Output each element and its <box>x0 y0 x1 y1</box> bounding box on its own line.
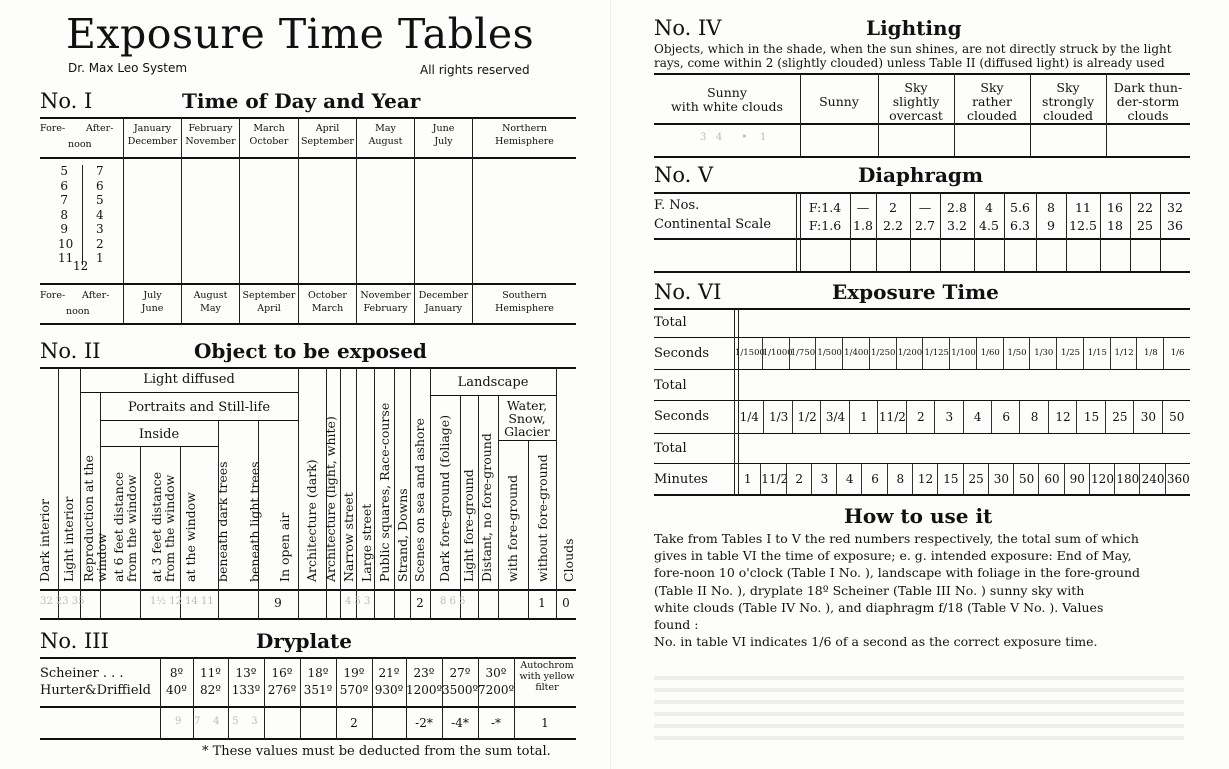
time-cell: 8 <box>887 464 913 494</box>
cont: 2.2 <box>883 218 903 233</box>
col-light-interior: Light interior <box>61 496 76 582</box>
scheiner-val: 18º <box>307 666 329 680</box>
portraits-label: Portraits and Still-life <box>127 400 271 415</box>
light-h3c: overcast <box>889 108 943 123</box>
val-without-fg: 1 <box>538 596 546 610</box>
time-cell: 25 <box>963 464 989 494</box>
dryplate-value: 2 <box>350 716 358 730</box>
col-narrow-street: Narrow street <box>341 492 356 582</box>
fnos-label: F. Nos. <box>654 198 700 213</box>
col-dark-interior: Dark interior <box>37 499 52 582</box>
north-b: Hemisphere <box>495 136 554 147</box>
time-cell: 1/8 <box>1136 338 1164 369</box>
time-cell: 120 <box>1089 464 1115 494</box>
col-dark-foreground: Dark fore-ground (foliage) <box>437 414 452 582</box>
col-dark-trees: beneath dark trees <box>215 461 230 582</box>
hurter-val: 3500º <box>442 683 479 697</box>
time-cell: 1/400 <box>842 338 870 369</box>
inside-label: Inside <box>138 427 180 442</box>
time-cell: 25 <box>1105 401 1134 433</box>
hurter-val: 82º <box>200 683 221 697</box>
time-cell: 60 <box>1038 464 1064 494</box>
table-5-title: Diaphragm <box>858 163 984 187</box>
scheiner-val: 30º <box>485 666 507 680</box>
fno: 2 <box>889 200 897 215</box>
time-cell: 30 <box>1133 401 1162 433</box>
time-cell: 2 <box>906 401 935 433</box>
fno: 4 <box>985 200 993 215</box>
month-bot-6b: January <box>424 303 463 314</box>
month-top-1b: December <box>127 136 178 147</box>
month-bot-6a: December <box>418 290 469 301</box>
month-top-6b: July <box>434 136 453 147</box>
col-without-foreground: without fore-ground <box>535 454 550 582</box>
time-cell: 50 <box>1162 401 1191 433</box>
month-top-4b: September <box>301 136 354 147</box>
exposure-tables-page: Exposure Time Tables Dr. Max Leo System All rights reserved No. I Time of Day and Year Fore- After- noon January December February November March October April September May August June July Northern Hemisphere 5 6 7 8 9 10 11 7 6 5 4 3 2 1 12 Fore- After- noon July June August May September April October March November February December January Southern Hemisphere No. II Object to be exposed Light diffused Portraits and Still-life Inside Landscape Water, Snow, Glacier Dark interior Light interior Reproduction at the window at 6 feet distance from the window at 3 feet distance from the window at the window beneath dark trees beneath light trees In open air Architecture (dark) Architecture (light, white) Narrow street Large street Public squares, Race-course Strand, Downs Scenes on sea and ashore Dark fore-ground (foliage) Light fore-ground Distant, no fore-ground with fore-ground without fore-ground Clouds 9 2 1 0 32 23 35 1½ 12 14 11 4 5 3 8 6 5 No. III Dryplate Scheiner . . . Hurter&Driffield 8º 11º 13º 16º 18º 19º 21º 23º 27º 30º 40º 82º 133º 276º 351º 570º 930º 1200º 3500º 7200º Autochrom with yellow filter 2 -2* -4* -* 1 9 7 4 5 3 * These values must be deducted from the sum total. No. IV Lighting Objects, which in the shade, when the sun shines, are not directly struck by the light rays, come within 2 (slightly clouded) unless Table II (diffused light) is already used Sunny with white clouds Sunny Sky slightly overcast Sky rather clouded Sky strongly clouded Dark thun- der-storm clouds 3 4 • 1 No. V Diaphragm F. Nos. Continental Scale F:1.4 — 2 — 2.8 4 5.6 8 11 16 22 32 F:1.6 1.8 2.2 2.7 3.2 4.5 6.3 9 12.5 18 25 36 No. VI Exposure Time Total Seconds Total Seconds Total Minutes 1/1500 1/1000 1/750 1/500 1/400 1/250 1/200 1/125 1/100 1/60 1/50 1/30 1/25 1/15 1/12 1/8 1/6 1/4 1/3 1/2 3/4 1 11/2 2 3 4 6 8 12 15 25 30 50 1 11/2 2 3 4 6 8 12 15 25 30 50 60 90 120 180 240 360 How to use it Take from Tables I to V the red numbers respectively, the total sum of which gives in table VI the time of exposure; e. g. intended exposure: End of May, fore-noon 10 o'clock (Table I No. ), landscape with foliage in the fore-ground (Table II No. ), dryplate 18º Scheiner (Table III No. ) sunny sky with white clouds (Table IV No. ), and diaphragm f/18 (Table V No. ). Values found : No. in table VI indicates 1/6 of a second as the correct exposure time. <box>0 0 1229 769</box>
month-bot-3a: September <box>242 290 296 301</box>
hurter-val: 1200º <box>406 683 443 697</box>
head-noon: noon <box>68 139 92 150</box>
cont: 36 <box>1167 218 1183 233</box>
north-a: Northern <box>502 123 547 134</box>
col-arch-light: Architecture (light, white) <box>323 416 338 582</box>
fno: 22 <box>1137 200 1153 215</box>
light-h4b: rather <box>972 94 1012 109</box>
head-after: After- <box>86 123 114 134</box>
hurter-val: 7200º <box>478 683 515 697</box>
foot-fore: Fore- <box>40 290 66 301</box>
head-fore: Fore- <box>40 123 66 134</box>
month-top-5b: August <box>368 136 403 147</box>
time-cell: 1/15 <box>1083 338 1111 369</box>
cont: 4.5 <box>979 218 999 233</box>
month-bot-5a: November <box>360 290 411 301</box>
month-bot-2b: May <box>200 303 221 314</box>
fno: 2.8 <box>947 200 967 215</box>
seconds-label-2: Seconds <box>654 409 710 424</box>
dryplate-value: -* <box>490 716 502 730</box>
time-cell: 4 <box>836 464 862 494</box>
time-cell: 1/25 <box>1056 338 1084 369</box>
main-title: Exposure Time Tables <box>66 10 535 58</box>
table-4-number: No. IV <box>654 16 722 40</box>
seconds-row-1 <box>735 338 1190 369</box>
autochrom-label: Autochrom with yellow filter <box>519 660 575 693</box>
hurter-val: 570º <box>339 683 369 697</box>
cont: 18 <box>1107 218 1123 233</box>
total-label-1: Total <box>654 315 687 330</box>
total-label-2: Total <box>654 378 687 393</box>
col-light-foreground: Light fore-ground <box>461 469 476 582</box>
lighting-desc-1: Objects, which in the shade, when the sun shines, are not directly struck by the light <box>654 42 1172 56</box>
time-cell: 1/3 <box>763 401 792 433</box>
time-cell: 2 <box>786 464 812 494</box>
scheiner-val: 16º <box>271 666 293 680</box>
col-open-air: In open air <box>277 512 292 582</box>
time-cell: 3 <box>811 464 837 494</box>
time-cell: 11/2 <box>760 464 786 494</box>
fno: — <box>918 200 932 215</box>
time-cell: 1 <box>743 472 752 486</box>
month-top-6a: June <box>432 123 455 134</box>
col-6-feet: at 6 feet distance from the window <box>111 471 139 582</box>
time-cell: 1 <box>849 401 878 433</box>
time-cell: 1/250 <box>869 338 897 369</box>
hurter-val: 351º <box>303 683 333 697</box>
time-cell: 6 <box>991 401 1020 433</box>
time-cell: 1/12 <box>1110 338 1138 369</box>
time-cell: 1/60 <box>976 338 1004 369</box>
time-cell: 3 <box>934 401 963 433</box>
cont: 25 <box>1137 218 1153 233</box>
bleed-through <box>654 668 1184 748</box>
time-cell: 240 <box>1139 464 1165 494</box>
dryplate-value: 1 <box>541 716 549 730</box>
month-bot-5b: February <box>363 303 408 314</box>
time-cell: 3/4 <box>820 401 849 433</box>
col-light-trees: beneath light trees <box>247 461 262 582</box>
time-cell: 1/125 <box>922 338 950 369</box>
col-strand: Strand, Downs <box>395 488 410 582</box>
light-h4a: Sky <box>980 80 1004 95</box>
minutes-row <box>735 464 1190 494</box>
time-cell: 50 <box>1013 464 1039 494</box>
val-scenes-sea: 2 <box>416 596 424 610</box>
time-cell: 180 <box>1114 464 1140 494</box>
table-6-title: Exposure Time <box>832 280 999 304</box>
fno: 32 <box>1167 200 1183 215</box>
light-h2: Sunny <box>819 94 859 109</box>
noon-hour: 12 <box>73 259 89 273</box>
system-label: Dr. Max Leo System <box>68 61 188 75</box>
time-cell: 1/1500 <box>735 348 765 358</box>
fno: — <box>856 200 870 215</box>
dryplate-value: -4* <box>451 716 469 730</box>
scheiner-val: 11º <box>200 666 221 680</box>
month-top-2b: November <box>185 136 236 147</box>
fno: F:1.4 <box>808 200 842 215</box>
time-cell: 1/200 <box>896 338 924 369</box>
time-cell: 6 <box>861 464 887 494</box>
time-cell: 1/750 <box>789 338 817 369</box>
footnote: * These values must be deducted from the sum total. <box>202 744 551 759</box>
foot-after: After- <box>82 290 110 301</box>
fore-hours: 5 6 7 8 9 10 11 <box>58 164 74 265</box>
time-cell: 1/2 <box>792 401 821 433</box>
cont: 6.3 <box>1010 218 1030 233</box>
table-6-number: No. VI <box>654 280 722 304</box>
minutes-label: Minutes <box>654 472 708 487</box>
col-distant: Distant, no fore-ground <box>479 433 494 582</box>
table-3-number: No. III <box>40 629 109 653</box>
light-h4c: clouded <box>967 108 1017 123</box>
howto-body: Take from Tables I to V the red numbers respectively, the total sum of which gives in table VI the time of exposure; e. g. intended exposure: End of May, fore-noon 10 o'clock (Table I No. ), landscape with foliage in the fore-ground (Table II No. ), dryplate 18º Scheiner (Table III No. ) sunny sky with white clouds (Table IV No. ), and diaphragm f/18 (Table V No. ). Values found : No. in table VI indicates 1/6 of a second as the correct exposure time. <box>654 531 1141 650</box>
month-bot-4b: March <box>311 303 344 314</box>
light-h1a: Sunny <box>707 85 747 100</box>
hurter-val: 930º <box>374 683 404 697</box>
time-cell: 1/500 <box>815 338 843 369</box>
cont: 1.8 <box>853 218 873 233</box>
light-h3a: Sky <box>904 80 928 95</box>
fno: 8 <box>1047 200 1055 215</box>
light-h6b: der-storm <box>1116 94 1180 109</box>
continental-label: Continental Scale <box>654 217 772 232</box>
light-h1b: with white clouds <box>671 99 783 114</box>
time-cell: 1/6 <box>1163 338 1191 369</box>
light-diffused-label: Light diffused <box>143 372 235 387</box>
time-cell: 12 <box>912 464 938 494</box>
south-a: Southern <box>502 290 547 301</box>
col-at-window: at the window <box>183 492 198 582</box>
water-label: Water, Snow, Glacier <box>504 398 550 439</box>
time-cell: 90 <box>1064 464 1090 494</box>
month-top-4a: April <box>315 123 340 134</box>
fno: 5.6 <box>1010 200 1030 215</box>
seconds-label-1: Seconds <box>654 346 710 361</box>
table-4-title: Lighting <box>866 16 962 40</box>
total-label-3: Total <box>654 441 687 456</box>
seconds-row-2 <box>735 401 1190 433</box>
cont: 9 <box>1047 218 1055 233</box>
dryplate-value: -2* <box>415 716 433 730</box>
time-cell: 1/100 <box>949 338 977 369</box>
cont: 12.5 <box>1069 218 1097 233</box>
hurter-label: Hurter&Driffield <box>40 683 151 698</box>
cont: F:1.6 <box>808 218 842 233</box>
val-clouds: 0 <box>562 596 570 610</box>
howto-title: How to use it <box>844 504 993 528</box>
time-cell: 8 <box>1019 401 1048 433</box>
col-arch-dark: Architecture (dark) <box>304 459 319 582</box>
table-1-title: Time of Day and Year <box>182 89 421 113</box>
landscape-label: Landscape <box>457 375 529 390</box>
month-top-5a: May <box>375 123 396 134</box>
scheiner-val: 13º <box>235 666 257 680</box>
after-hours: 7 6 5 4 3 2 1 <box>96 164 104 265</box>
light-h3b: slightly <box>892 94 940 109</box>
rights-label: All rights reserved <box>420 63 530 77</box>
time-cell: 12 <box>1048 401 1077 433</box>
month-top-3a: March <box>253 123 285 134</box>
col-with-foreground: with fore-ground <box>505 474 520 582</box>
lighting-desc-2: rays, come within 2 (slightly clouded) unless Table II (diffused light) is already used <box>654 56 1165 70</box>
month-bot-3b: April <box>257 303 281 314</box>
light-h6a: Dark thun- <box>1113 80 1183 95</box>
table-2-title: Object to be exposed <box>194 339 427 363</box>
table-5-number: No. V <box>654 163 714 187</box>
table-1-number: No. I <box>40 89 93 113</box>
col-3-feet: at 3 feet distance from the window <box>149 471 177 582</box>
time-cell: 1/30 <box>1029 338 1057 369</box>
month-bot-2a: August <box>193 290 228 301</box>
cont: 3.2 <box>947 218 967 233</box>
scheiner-val: 8º <box>169 666 184 680</box>
month-bot-4a: October <box>308 290 347 301</box>
month-top-1a: January <box>133 123 172 134</box>
light-h5c: clouded <box>1043 108 1093 123</box>
scheiner-val: 21º <box>378 666 400 680</box>
time-cell: 15 <box>937 464 963 494</box>
table-3-title: Dryplate <box>256 629 353 653</box>
month-top-2a: February <box>188 123 233 134</box>
time-cell: 4 <box>963 401 992 433</box>
val-open-air: 9 <box>274 596 282 610</box>
month-bot-1b: June <box>141 303 164 314</box>
time-cell: 1/50 <box>1003 338 1031 369</box>
scheiner-label: Scheiner . . . <box>40 666 124 681</box>
scheiner-val: 27º <box>449 666 471 680</box>
month-top-3b: October <box>249 136 289 147</box>
col-reproduction: Reproduction at the window <box>81 455 109 582</box>
light-h5b: strongly <box>1041 94 1095 109</box>
scheiner-val: 19º <box>343 666 365 680</box>
time-cell: 11/2 <box>877 401 906 433</box>
hurter-val: 276º <box>267 683 297 697</box>
col-clouds: Clouds <box>561 538 576 582</box>
col-scenes-sea: Scenes on sea and ashore <box>412 418 427 582</box>
table-2-number: No. II <box>40 339 101 363</box>
time-cell: 15 <box>1076 401 1105 433</box>
light-h6c: clouds <box>1127 108 1169 123</box>
light-h5a: Sky <box>1056 80 1080 95</box>
cont: 2.7 <box>915 218 935 233</box>
col-public-squares: Public squares, Race-course <box>377 402 392 582</box>
fno: 16 <box>1107 200 1123 215</box>
hurter-val: 133º <box>231 683 261 697</box>
foot-noon: noon <box>66 306 90 317</box>
time-cell: 30 <box>988 464 1014 494</box>
time-cell: 1/1000 <box>762 338 790 369</box>
hurter-val: 40º <box>166 683 187 697</box>
south-b: Hemisphere <box>495 303 554 314</box>
time-cell: 1/4 <box>739 410 759 424</box>
month-bot-1a: July <box>143 290 162 301</box>
col-large-street: Large street <box>359 503 374 582</box>
scheiner-val: 23º <box>413 666 435 680</box>
fno: 11 <box>1075 200 1091 215</box>
time-cell: 360 <box>1165 464 1191 494</box>
